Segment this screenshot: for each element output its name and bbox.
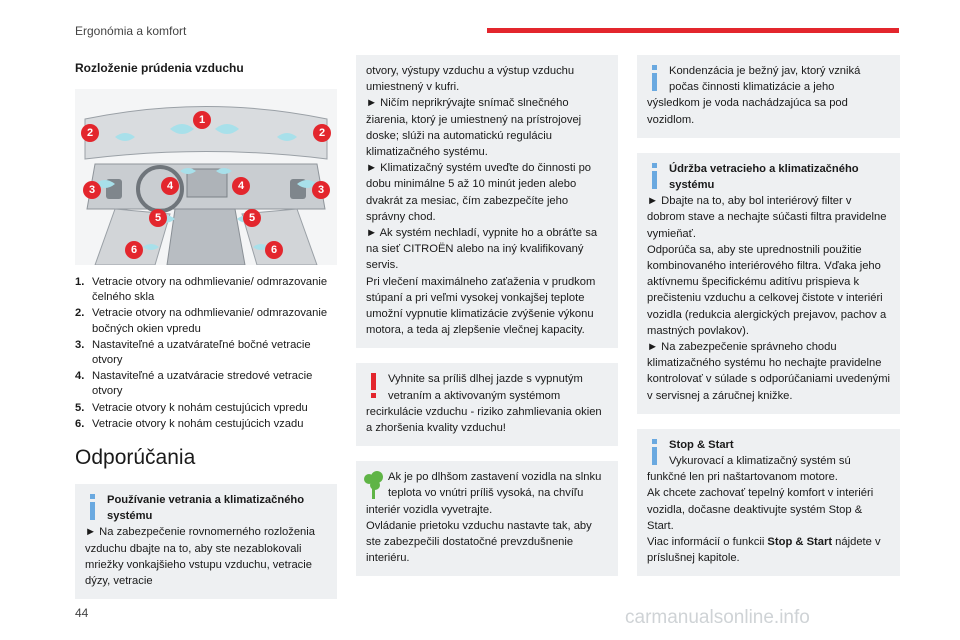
stop-start-text-3: Viac informácií o funkcii Stop & Start nájdete v príslušnej kapitole. [647,536,881,565]
box-bullet-1: ► Ničím neprikrývajte snímač slnečného žiarenia, ktorý je umiestnený na prístrojovej doske; slúži na automatickú reguláciu klimatizačného systému. [366,97,582,159]
airflow-diagram [75,89,337,265]
stop-start-box [637,429,900,577]
marker-6-right: 6 [265,241,283,259]
condensation-box [637,55,900,138]
maintenance-text-3: ► Na zabezpečenie správneho chodu klimatizačného systému ho nechajte pravidelne kontrolovať v súlade s odporúčaniami uvedenými v servisnej a záručnej knižke. [647,341,890,402]
warning-text: Vyhnite sa príliš dlhej jazde s vypnutým vetraním a aktivovaným systémom recirkulácie vzduchu - riziko zahmlievania okien a zhoršenia kvality vzduchu! [366,373,602,435]
marker-2-right: 2 [313,124,331,142]
vent-item-2: 2. Vetracie otvory na odhmlievanie/ odmrazovanie bočných okien vpredu [75,307,328,335]
box-bullet-2: ► Klimatizačný systém uveďte do činnosti po dobu minimálne 5 až 10 minút jeden alebo dvakrát za mesiac, čím zabezpečíte jeho správny chod. [366,162,592,223]
header-accent-bar [487,28,899,33]
marker-5-left: 5 [149,209,167,227]
vent-item-4: 4. Nastaviteľné a uzatváracie stredové vetracie otvory [75,370,313,398]
condensation-text: Kondenzácia je bežný jav, ktorý vzniká počas činnosti klimatizácie a jeho výsledkom je voda nachádzajúca sa pod vozidlom. [647,65,861,126]
box-bullet-3: ► Ak systém nechladí, vypnite ho a obráťte sa na sieť CITROËN alebo na iný kvalifikovaný servis. [366,227,598,272]
ventilation-usage-box [75,484,337,599]
leaf-icon [366,471,382,499]
box-text: ► Na zabezpečenie rovnomerného rozloženia vzduchu dbajte na to, aby ste nezablokovali mriežky vonkajšieho vstupu vzduchu, vetracie dýzy, vetracie [85,526,315,588]
eco-box [356,461,618,576]
stop-start-text-1: Vykurovací a klimatizačný systém sú funkčné len pri naštartovanom motore. [647,455,851,484]
column-1 [75,55,337,599]
column-3 [637,55,900,576]
page-number: 44 [75,606,89,620]
ventilation-usage-box-continued [356,55,618,348]
stop-start-title: Stop & Start [669,438,734,451]
eco-text-2: Ovládanie prietoku vzduchu nastavte tak, aby ste zabezpečili dostatočné prevzdušnenie interiéru. [366,519,592,565]
vent-item-1: 1. Vetracie otvory na odhmlievanie/ odmrazovanie čelného skla [75,276,328,304]
info-icon [647,163,663,191]
marker-2-left: 2 [81,124,99,142]
vent-item-6: 6. Vetracie otvory k nohám cestujúcich vzadu [75,417,304,430]
recommendations-heading: Odporúčania [75,446,196,470]
box-bullet-4: Pri vlečení maximálneho zaťaženia v prudkom stúpaní a pri veľmi vysokej vonkajšej teplote umožní vypnutie klimatizácie zvýšenie výkonu motora, a teda aj zlepšenie vlečnej kapacity. [366,275,596,337]
info-icon [647,65,663,93]
info-icon [647,439,663,467]
column-2 [356,55,618,576]
marker-4-right: 4 [232,177,250,195]
vents-legend-list [75,275,337,432]
marker-6-left: 6 [125,241,143,259]
marker-1: 1 [193,111,211,129]
box-text-continued: otvory, výstupy vzduchu a výstup vzduchu umiestnený v kufri. [366,65,575,94]
section-title: Rozloženie prúdenia vzduchu [75,61,244,75]
eco-text-1: Ak je po dlhšom zastavení vozidla na slnku teplota vo vnútri príliš vysoká, na chvíľu interiér vozidla vyvetrajte. [366,471,602,516]
maintenance-box [637,153,900,414]
stop-start-text-2: Ak chcete zachovať tepelný komfort v interiéri vozidla, dočasne deaktivujte systém Stop & Start. [647,487,874,532]
warning-box [356,363,618,446]
maintenance-title: Údržba vetracieho a klimatizačného systému [669,162,859,192]
marker-4-left: 4 [161,177,179,195]
box-title: Používanie vetrania a klimatizačného systému [107,494,305,523]
watermark: carmanualsonline.info [625,607,810,628]
maintenance-text-1: ► Dbajte na to, aby bol interiérový filter v dobrom stave a nechajte súčasti filtra pravidelne vymieňať. [647,195,887,240]
maintenance-text-2: Odporúča sa, aby ste uprednostnili použitie kombinovaného interiérového filtra. Vďaka jeho aktívnemu špecifickému aditívu prispieva k prečisteniu vzduchu a celkovej čistote v interiéri vozidla (redukcia alergických prejavov, pachov a mastných povlakov). [647,243,887,337]
marker-5-right: 5 [243,209,261,227]
vent-item-5: 5. Vetracie otvory k nohám cestujúcich vpredu [75,401,308,414]
page-header-title: Ergonómia a komfort [75,24,187,38]
marker-3-left: 3 [83,181,101,199]
vent-item-3: 3. Nastaviteľné a uzatvárateľné bočné vetracie otvory [75,338,311,367]
info-icon [85,494,101,522]
warning-icon [366,373,382,401]
marker-3-right: 3 [312,181,330,199]
